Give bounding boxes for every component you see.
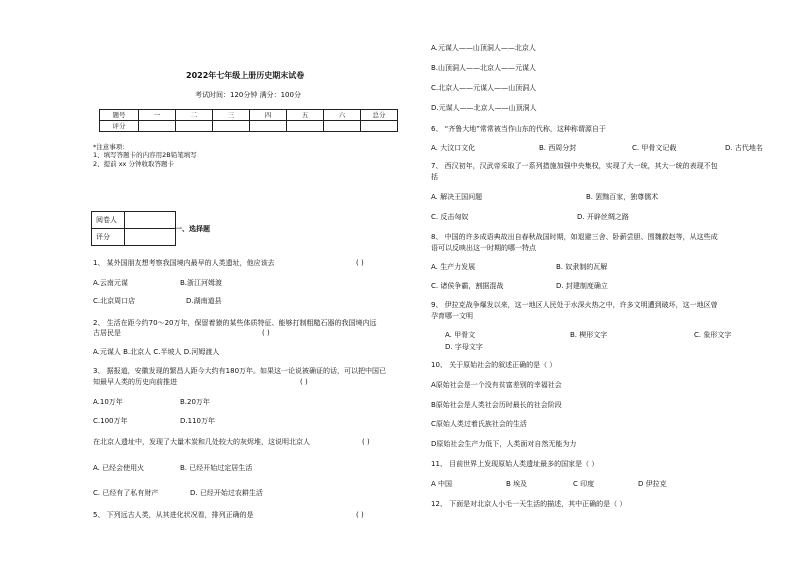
score-blank <box>125 229 176 246</box>
score-cell: 评分 <box>100 121 139 132</box>
question-4: 在北京人遗址中，发现了大量木炭和几处较大的灰烬堆，这说明北京人 <box>93 438 310 446</box>
question-8: 8、 中国的许多成语典故出自春秋战国时期，如退避三舍、卧薪尝胆、围魏救赵等，从这些成 <box>431 233 718 241</box>
question-8-cont: 语可以反映出这一时期的哪一特点 <box>431 244 536 252</box>
note-line: 1、填写答题卡的内容用2B铅笔填写 <box>93 151 197 159</box>
option: D. 古代地名 <box>725 144 763 152</box>
answer-paren: ( ) <box>262 329 270 337</box>
answer-paren: ( ) <box>356 511 364 519</box>
score-cell: 二 <box>176 110 213 121</box>
option: C. 诸侯争霸，割据混战 <box>431 282 504 290</box>
question-9: 9、 伊拉克战争爆发以来，这一地区人民处于水深火热之中，许多文明遭到破坏，这一地区曾 <box>431 301 718 309</box>
option: C原始人类过着氏族社会的生活 <box>431 420 527 428</box>
question-10: 10、 关于原始社会的叙述正确的是（ ） <box>431 361 557 369</box>
score-table-score-row <box>100 121 398 132</box>
answer-paren: ( ) <box>356 259 364 267</box>
answer-paren: ( ) <box>362 438 370 446</box>
question-2-cont: 古居民是 <box>93 329 121 337</box>
option: A 中国 <box>431 480 453 488</box>
question-3-cont: 知最早人类的历史向前推进 <box>93 378 177 386</box>
question-7: 7、 西汉初年，汉武帝采取了一系列措施加强中央集权，实现了大一统，其大一统的表现不包 <box>431 162 718 170</box>
option: B. 西周分封 <box>539 144 577 152</box>
option: C.北京周口店 <box>93 297 136 305</box>
question-1: 1、 某外国朋友想考察我国境内最早的人类遗址，他应该去 <box>93 259 275 267</box>
score-cell <box>361 121 398 132</box>
score-label: 评分 <box>92 229 125 246</box>
option: D.元谋人——北京人——山顶洞人 <box>431 104 537 112</box>
option: C. 象形文字 <box>694 331 732 339</box>
option-line: A.元谋人 B.北京人 C.半坡人 D.河姆渡人 <box>93 348 220 356</box>
option: A.云南元谋 <box>93 279 128 287</box>
option: A.元谋人——山顶洞人——北京人 <box>431 44 536 52</box>
question-2: 2、 生活在距今约70～20万年，保留着猿的某些体质特征、能够打制粗糙石器的我国境内远 <box>93 319 377 327</box>
score-cell: 一 <box>139 110 176 121</box>
section-heading: 一、选择题 <box>175 225 210 233</box>
option: A. 甲骨文 <box>445 331 476 339</box>
question-6: 6、 “齐鲁大地”常常被当作山东的代称，这种称谓源自于 <box>431 125 606 133</box>
option: B.山顶洞人——北京人——元谋人 <box>431 64 537 72</box>
score-cell: 总分 <box>361 110 398 121</box>
option: C. 反击匈奴 <box>431 213 469 221</box>
option: A. 已经会使用火 <box>93 464 145 472</box>
option: D.110万年 <box>180 417 215 425</box>
option: C. 甲骨文记载 <box>632 144 677 152</box>
option: A.10万年 <box>93 398 123 406</box>
option: B. 奴隶制的瓦解 <box>556 263 608 271</box>
score-cell: 四 <box>250 110 287 121</box>
option: D. 字母文字 <box>445 343 483 351</box>
option: A. 生产力发展 <box>431 263 476 271</box>
question-9-cont: 孕育哪一文明 <box>431 312 473 320</box>
option: B. 罢黜百家，独尊儒术 <box>586 193 659 201</box>
score-cell <box>176 121 213 132</box>
grader-blank <box>125 212 176 229</box>
score-cell: 题号 <box>100 110 139 121</box>
score-cell <box>287 121 324 132</box>
option: A. 解决王国问题 <box>431 193 483 201</box>
score-table-header-row <box>100 110 398 121</box>
option: B. 楔形文字 <box>570 331 608 339</box>
question-11: 11、 目前世界上发现原始人类遗址最多的国家是（ ） <box>431 460 599 468</box>
grader-label: 阅卷人 <box>92 212 125 229</box>
score-table <box>99 109 398 132</box>
option: D.湖南道县 <box>186 297 222 305</box>
option: D. 封建制度确立 <box>556 282 608 290</box>
option: A. 大汶口文化 <box>431 144 476 152</box>
option: D. 开辟丝绸之路 <box>577 213 629 221</box>
score-cell: 六 <box>324 110 361 121</box>
score-cell <box>139 121 176 132</box>
exam-subtitle: 考试时间：120分钟 满分：100分 <box>195 91 301 99</box>
score-cell: 五 <box>287 110 324 121</box>
option: D 伊拉克 <box>638 480 667 488</box>
question-3: 3、 据报道，安徽发现的繁昌人距今大约有180万年。如果这一论说被确证的话，可以把中国已 <box>93 367 387 375</box>
option: B.20万年 <box>180 398 210 406</box>
notes-heading: *注意事项： <box>93 143 129 151</box>
exam-title: 2022年七年级上册历史期末试卷 <box>186 71 305 80</box>
grader-box <box>91 211 176 246</box>
option: C.北京人——元谋人——山顶洞人 <box>431 84 537 92</box>
option: B.浙江河姆渡 <box>180 279 223 287</box>
option: B. 已经开始过定居生活 <box>180 464 253 472</box>
score-cell: 三 <box>213 110 250 121</box>
option: A原始社会是一个没有贫富差别的幸福社会 <box>431 381 562 389</box>
option: B 埃及 <box>506 480 528 488</box>
score-cell <box>324 121 361 132</box>
option: C. 已经有了私有财产 <box>93 489 159 497</box>
answer-paren: ( ) <box>300 378 308 386</box>
option: C 印度 <box>573 480 595 488</box>
question-12: 12、 下面是对北京人小毛一天生活的描述，其中正确的是（ ） <box>431 500 627 508</box>
option: D. 已经开始过农耕生活 <box>190 489 263 497</box>
score-cell <box>213 121 250 132</box>
score-cell <box>250 121 287 132</box>
option: D原始社会生产力低下，人类面对自然无能为力 <box>431 440 577 448</box>
note-line: 2、提前 xx 分钟收取答题卡 <box>93 160 174 168</box>
option: B原始社会是人类社会历时最长的社会阶段 <box>431 401 562 409</box>
question-5: 5、 下列远古人类，从其进化状况看，排列正确的是 <box>93 511 254 519</box>
option: C.100万年 <box>93 417 128 425</box>
question-7-cont: 括 <box>431 173 438 181</box>
